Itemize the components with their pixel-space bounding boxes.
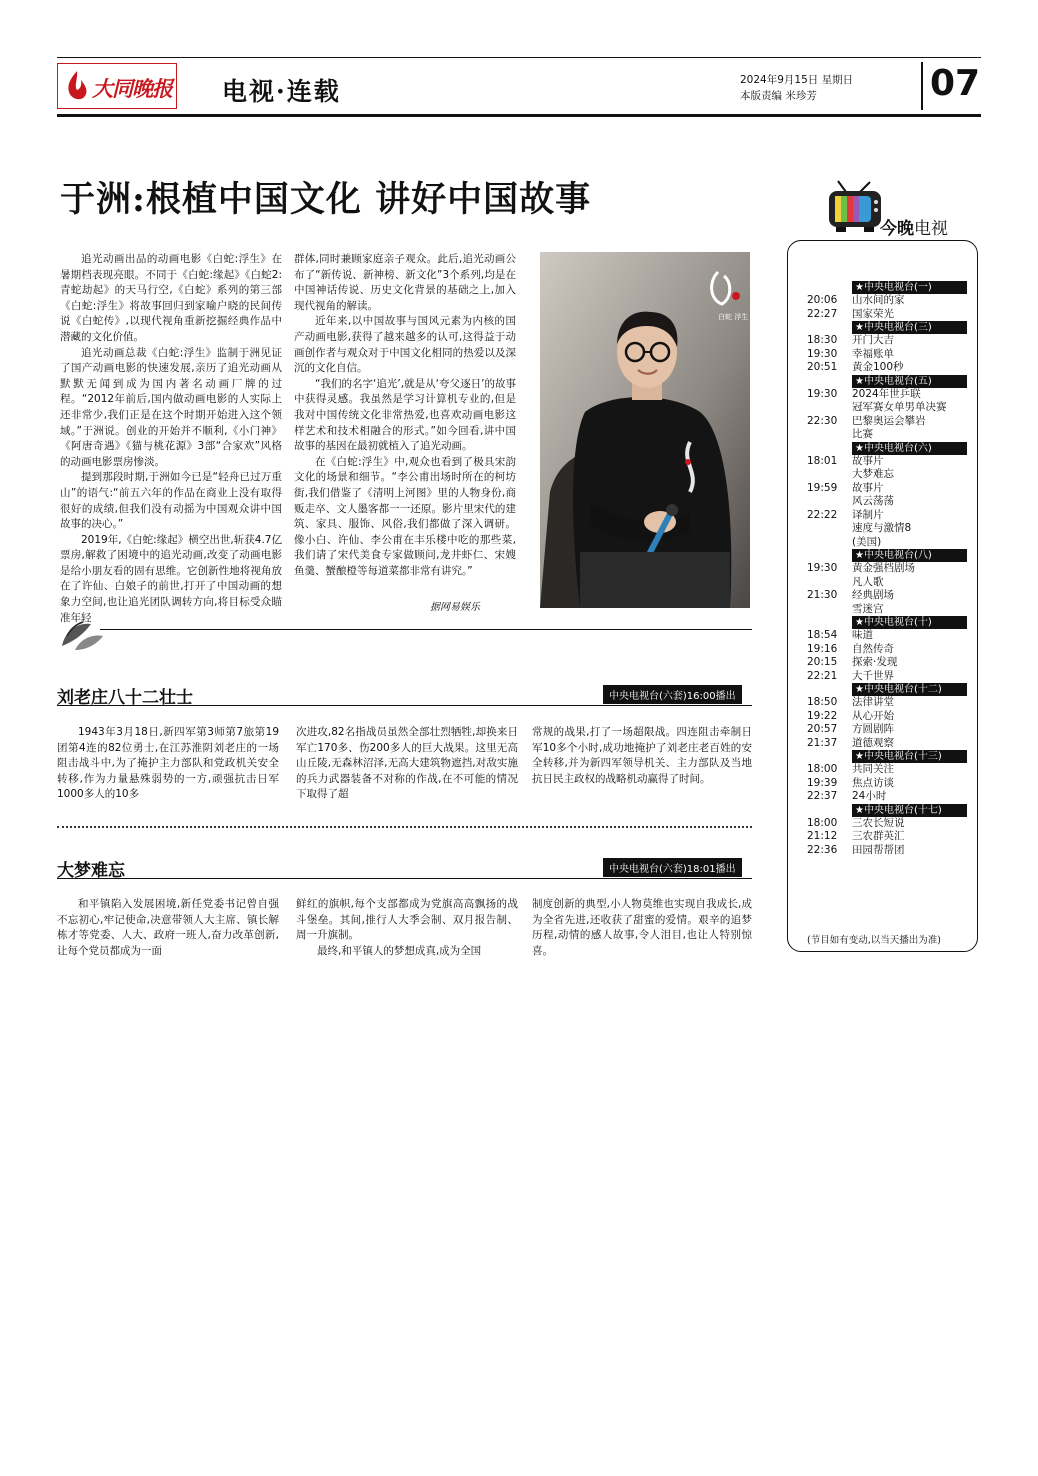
program-time: 20:06	[807, 294, 838, 306]
story2-column-3	[532, 897, 752, 959]
program-time: 22:37	[807, 790, 838, 802]
program-name: 冠军赛女单男单决赛	[852, 401, 947, 413]
newspaper-logo	[57, 63, 177, 109]
program-name: 国家荣光	[852, 307, 894, 320]
story2-column-1	[57, 897, 279, 959]
program-time: 20:57	[807, 723, 838, 735]
program-time	[807, 401, 852, 415]
program-time	[807, 576, 852, 590]
flame-icon	[64, 69, 90, 103]
program-time: 19:22	[807, 709, 838, 722]
paragraph: 追光动画出品的动画电影《白蛇:浮生》在暑期档表现亮眼。不同于《白蛇:缘起》《白蛇2:青蛇劫起》的天马行空,《白蛇》系列的第三部《白蛇:浮生》将故事回归到家喻户晓的民间传说《白蛇传》,以现代视角重新挖掘经典作品中潜藏的文化价值。	[60, 253, 282, 343]
story-rule	[57, 878, 752, 879]
paragraph: 次进攻,82名指战员虽然全部壮烈牺牲,却换来日军亡170多、伤200多人的巨大战果。这里无高山丘陵,无森林沼泽,无高大建筑物遮挡,对敌实施的兵力武器装备不对称的作战,在不可能的情况下取得了超	[296, 726, 518, 801]
program-time: 18:50	[807, 696, 838, 708]
story2-column-2	[296, 897, 518, 959]
program-time: 18:00	[807, 763, 838, 775]
program-row	[807, 737, 967, 751]
program-time: 18:00	[807, 816, 838, 829]
program-name: 黄金强档剧场	[852, 562, 915, 574]
program-time: 22:27	[807, 307, 838, 320]
paragraph: 提到那段时期,于洲如今已是“轻舟已过万重山”的语气:“前五六年的作品在商业上没有取得很好的成绩,但我们没有动摇为中国观众讲中国故事的决心。”	[60, 471, 282, 531]
program-row	[807, 710, 967, 724]
main-article-column-1	[60, 252, 282, 626]
program-row	[807, 428, 967, 442]
program-time: 18:54	[807, 629, 838, 641]
program-row	[807, 455, 967, 469]
logo-text: 大同晚报	[92, 76, 172, 101]
program-time: 19:30	[807, 387, 838, 400]
program-name: 共同关注	[852, 763, 894, 775]
header-bottom-rule	[57, 114, 981, 117]
program-row	[807, 790, 967, 804]
paragraph: 鲜红的旗帜,每个支部都成为党旗高高飘扬的战斗堡垒。其间,推行人大季会制、双月报告制、周一升旗制。	[296, 898, 518, 942]
program-name: 速度与激情8	[852, 522, 912, 534]
program-time: 20:51	[807, 361, 838, 373]
channel-header: ★中央电视台(十二)	[852, 683, 967, 696]
main-article-column-2	[294, 252, 516, 579]
program-row	[807, 536, 967, 550]
channel-header: ★中央电视台(三)	[852, 321, 967, 334]
program-time: 19:30	[807, 562, 838, 574]
tv-title-bold: 今晚	[880, 219, 914, 239]
header-divider	[921, 62, 923, 110]
portrait-photo	[540, 252, 750, 608]
program-row	[807, 763, 967, 777]
program-time: 18:01	[807, 454, 838, 467]
program-row	[807, 509, 967, 523]
program-name: 田园帮帮团	[852, 843, 905, 856]
program-row	[807, 643, 967, 657]
program-name: 幸福账单	[852, 347, 894, 360]
program-row	[807, 696, 967, 710]
program-row	[807, 603, 967, 617]
television-icon	[826, 180, 884, 234]
program-row	[807, 348, 967, 362]
program-row	[807, 589, 967, 603]
program-row	[807, 482, 967, 496]
program-time: 19:16	[807, 642, 838, 655]
program-name: 24小时	[852, 790, 887, 802]
program-name: 探索·发现	[852, 656, 898, 668]
program-row	[807, 361, 967, 375]
story1-column-2	[296, 725, 518, 803]
program-row	[807, 777, 967, 791]
program-time: 19:39	[807, 776, 838, 789]
program-row	[807, 334, 967, 348]
program-name: 大千世界	[852, 669, 894, 682]
main-headline: 于洲:根植中国文化 讲好中国故事	[60, 179, 592, 220]
program-time	[807, 522, 852, 536]
story-rule	[57, 705, 752, 706]
program-time: 22:36	[807, 843, 838, 856]
program-row	[807, 388, 967, 402]
program-time: 20:15	[807, 656, 838, 668]
dotted-divider	[57, 826, 752, 828]
program-name: 比赛	[852, 428, 873, 440]
photo-credit: 据网易娱乐	[430, 602, 480, 613]
program-row	[807, 294, 967, 308]
broadcast-badge: 中央电视台(六套)18:01播出	[603, 858, 742, 877]
leaf-ornament-icon	[57, 616, 107, 654]
program-row	[807, 415, 967, 429]
paragraph: 追光动画总裁《白蛇:浮生》监制于洲见证了国产动画电影的快速发展,亲历了追光动画从默默无闻到成为国内著名动画厂牌的过程。“2012年前后,国内做动画电影的人实际上还非常少,我们正是在这个时期开始进入这个领域。”于洲说。创业的开始并不顺利,《小门神》《阿唐奇遇》《猫与桃花源》3部“合家欢”风格的动画电影票房惨淡。	[60, 346, 282, 468]
program-name: 雪迷宫	[852, 602, 884, 615]
program-name: (美国)	[852, 535, 882, 548]
tv-listing-title	[880, 214, 948, 239]
program-name: 大梦难忘	[852, 468, 894, 480]
paragraph: 制度创新的典型,小人物莫维也实现自我成长,成为全省先进,还收获了甜蜜的爱情。艰辛的追梦历程,动情的感人故事,令人泪目,也让人特别惊喜。	[532, 898, 752, 957]
page-editor: 本版责编 米珍芳	[740, 90, 817, 102]
program-row	[807, 830, 967, 844]
paragraph: 近年来,以中国故事与国风元素为内核的国产动画电影,获得了越来越多的认可,这得益于动画创作者与观众对于中国文化相同的热爱以及深沉的文化自信。	[294, 315, 516, 375]
section-title: 电视·连载	[222, 77, 341, 106]
tv-listing-note: (节目如有变动,以当天播出为准)	[807, 935, 941, 946]
program-row	[807, 656, 967, 670]
program-time	[807, 603, 852, 617]
program-name: 法律讲堂	[852, 696, 894, 708]
program-row	[807, 401, 967, 415]
program-time	[807, 468, 852, 482]
broadcast-badge: 中央电视台(六套)16:00播出	[603, 685, 742, 704]
paragraph: “我们的名字‘追光’,就是从‘夸父逐日’的故事中获得灵感。我虽然是学习计算机专业的,但是我对中国传统文化非常热爱,也喜欢动画电影这样艺术和技术相融合的形式。”如今回看,讲中国故事的基因在最初就植入了追光动画。	[294, 377, 516, 453]
channel-header: ★中央电视台(八)	[852, 549, 967, 562]
header-top-rule	[57, 57, 981, 58]
paragraph: 2019年,《白蛇:缘起》横空出世,斩获4.7亿票房,解救了困境中的追光动画,改变了动画电影是给小朋友看的固有思维。它创新性地将视角放在了许仙、白娘子的前世,打开了中国动画的想象力空间,也让追光团队调转方向,将目标受众瞄准年轻	[60, 533, 282, 624]
program-name: 道德观察	[852, 736, 894, 749]
program-row	[807, 844, 967, 858]
program-name: 开门大吉	[852, 334, 894, 346]
program-row	[807, 723, 967, 737]
program-name: 三农长短说	[852, 816, 905, 829]
program-time: 21:37	[807, 736, 838, 749]
program-time: 22:22	[807, 508, 838, 521]
story-title: 刘老庄八十二壮士	[57, 688, 193, 708]
program-time: 19:30	[807, 347, 838, 360]
program-name: 2024年世乒联	[852, 387, 921, 400]
program-name: 味道	[852, 629, 873, 641]
program-name: 山水间的家	[852, 294, 905, 306]
program-name: 风云荡荡	[852, 495, 894, 507]
program-time: 22:30	[807, 414, 838, 427]
portrait-illustration	[540, 252, 750, 608]
issue-date: 2024年9月15日 星期日	[740, 74, 854, 86]
paragraph: 常规的战果,打了一场超限战。四连阻击牵制日军10多个小时,成功地掩护了刘老庄老百姓的安全转移,并为新四军领导机关、主力部队及当地抗日民主政权的战略机动赢得了时间。	[532, 726, 752, 785]
program-row	[807, 629, 967, 643]
program-time: 22:21	[807, 669, 838, 682]
paragraph: 1943年3月18日,新四军第3师第7旅第19团第4连的82位勇士,在江苏淮阴刘老庄的一场阻击战斗中,为了掩护主力部队和党政机关安全转移,作为力量悬殊弱势的一方,顽强抗击日军1000多人的10多	[57, 726, 279, 801]
tv-program-list	[807, 281, 967, 857]
program-row	[807, 576, 967, 590]
program-name: 方圆剧阵	[852, 723, 894, 735]
paragraph: 在《白蛇:浮生》中,观众也看到了极具宋韵文化的场景和细节。“李公甫出场时所在的柯坊街,我们借鉴了《清明上河图》里的人物身份,商贩走卒、文人墨客都一一还原。影片里宋代的建筑、家具、服饰、风俗,我们都做了深入调研。像小白、许仙、李公甫在丰乐楼中吃的那些菜,我们请了宋代美食专家做顾问,龙井虾仁、宋嫂鱼羹、蟹酿橙等每道菜都非常有讲究。”	[294, 455, 516, 577]
program-name: 焦点访谈	[852, 776, 894, 789]
tv-title-normal: 电视	[914, 219, 948, 239]
channel-header: ★中央电视台(十七)	[852, 804, 967, 817]
section-rule	[100, 629, 752, 630]
program-time: 21:12	[807, 830, 838, 842]
program-time: 19:59	[807, 481, 838, 494]
program-name: 故事片	[852, 454, 884, 467]
paragraph: 和平镇陷入发展困境,新任党委书记曾自强不忘初心,牢记使命,决意带领人大主席、镇长解栋才等党委、人大、政府一班人,奋力改革创新,让每个党员都成为一面	[57, 898, 279, 957]
channel-header: ★中央电视台(十)	[852, 616, 967, 629]
page-number: 07	[930, 63, 981, 104]
story-title: 大梦难忘	[57, 861, 125, 881]
story1-column-3	[532, 725, 752, 787]
channel-header: ★中央电视台(一)	[852, 281, 967, 294]
channel-header: ★中央电视台(六)	[852, 442, 967, 455]
paragraph: 群体,同时兼顾家庭亲子观众。此后,追光动画公布了“新传说、新神榜、新文化”3个系列,均是在中国神话传说、历史文化背景的基础之上,加入现代视角的解读。	[294, 253, 516, 312]
program-name: 经典剧场	[852, 589, 894, 601]
program-time	[807, 495, 852, 509]
program-time: 21:30	[807, 589, 838, 601]
program-name: 三农群英汇	[852, 830, 905, 842]
program-row	[807, 817, 967, 831]
program-name: 凡人歌	[852, 575, 884, 588]
channel-header: ★中央电视台(五)	[852, 375, 967, 388]
program-row	[807, 308, 967, 322]
program-name: 黄金100秒	[852, 361, 904, 373]
program-name: 巴黎奥运会攀岩	[852, 414, 926, 427]
program-row	[807, 468, 967, 482]
program-row	[807, 562, 967, 576]
photo-caption: 白蛇 浮生	[718, 313, 749, 321]
paragraph: 最终,和平镇人的梦想成真,成为全国	[317, 944, 482, 957]
program-name: 译制片	[852, 508, 884, 521]
program-row	[807, 495, 967, 509]
program-name: 自然传奇	[852, 642, 894, 655]
program-row	[807, 522, 967, 536]
program-row	[807, 670, 967, 684]
program-time: 18:30	[807, 334, 838, 346]
program-time	[807, 536, 852, 550]
channel-header: ★中央电视台(十三)	[852, 750, 967, 763]
program-name: 故事片	[852, 481, 884, 494]
story1-column-1	[57, 725, 279, 803]
program-name: 从心开始	[852, 709, 894, 722]
program-time	[807, 428, 852, 442]
